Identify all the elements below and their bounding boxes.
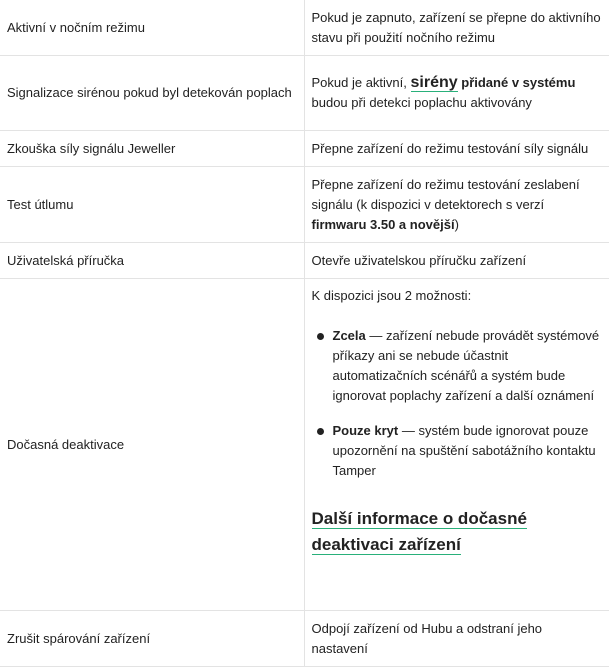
desc-text: Pokud je aktivní,: [311, 75, 411, 90]
table-row: [0, 243, 609, 279]
list-item: [312, 326, 602, 406]
setting-label: Uživatelská příručka: [0, 243, 304, 279]
table-row: [0, 279, 609, 611]
table-row: [0, 0, 609, 56]
setting-description: Pokud je zapnuto, zařízení se přepne do aktivního stavu při použití nočního režimu: [304, 0, 609, 56]
setting-label: Aktivní v nočním režimu: [0, 0, 304, 56]
list-item: [312, 421, 602, 481]
deactivation-options: [312, 326, 602, 481]
setting-label: Zrušit spárování zařízení: [0, 611, 304, 667]
setting-description: [304, 167, 609, 243]
setting-description: [304, 56, 609, 131]
option-text: — zařízení nebude provádět systémové příkazy ani se nebude účastnit automatizačních scénářů a systém bude ignorovat poplachy zařízení a další oznámení: [332, 328, 600, 403]
desc-bold: přidané v systému: [457, 75, 576, 90]
setting-label: Zkouška síly signálu Jeweller: [0, 131, 304, 167]
setting-label: Signalizace sirénou pokud byl detekován poplach: [0, 56, 304, 131]
desc-text: Přepne zařízení do režimu testování zeslabení signálu (k dispozici v detektorech s verzí: [311, 176, 580, 212]
desc-bold: firmwaru 3.50 a novější: [311, 216, 455, 232]
bullet-icon: [317, 428, 324, 435]
setting-label: Dočasná deaktivace: [0, 279, 304, 611]
more-info-link[interactable]: [312, 506, 602, 558]
bullet-icon: [317, 333, 324, 340]
desc-text: ): [454, 216, 459, 232]
table-row: [0, 611, 609, 667]
option-text: — systém bude ignorovat pouze upozornění na spuštění sabotážního kontaktu Tamper: [332, 423, 596, 478]
table-row: [0, 131, 609, 167]
deactivation-intro: K dispozici jsou 2 možnosti:: [311, 288, 472, 303]
sirens-link[interactable]: sirény: [410, 74, 458, 91]
desc-text: budou při detekci poplachu aktivovány: [311, 95, 532, 110]
option-term: Pouze kryt: [332, 423, 399, 438]
setting-description: Otevře uživatelskou příručku zařízení: [304, 243, 609, 279]
table-row: [0, 167, 609, 243]
option-term: Zcela: [332, 328, 366, 343]
more-info-link-text: Další informace o dočasné deaktivaci zařízení: [311, 509, 527, 554]
setting-label: Test útlumu: [0, 167, 304, 243]
setting-description: [304, 279, 609, 611]
table-row: [0, 56, 609, 131]
setting-description: Přepne zařízení do režimu testování síly signálu: [304, 131, 609, 167]
setting-description: Odpojí zařízení od Hubu a odstraní jeho nastavení: [304, 611, 609, 667]
